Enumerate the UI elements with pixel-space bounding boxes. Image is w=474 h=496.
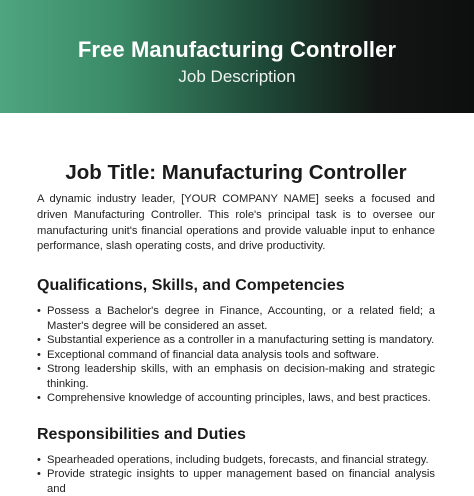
bullet-icon: • bbox=[37, 453, 41, 466]
document-body bbox=[37, 160, 435, 496]
qualifications-heading: Qualifications, Skills, and Competencies bbox=[37, 277, 345, 295]
list-item bbox=[37, 453, 435, 468]
document-subtitle: Job Description bbox=[178, 67, 296, 86]
bullet-icon: • bbox=[37, 334, 41, 347]
responsibilities-list bbox=[37, 453, 435, 496]
list-item bbox=[37, 333, 435, 348]
list-item bbox=[37, 304, 435, 333]
list-item-text: Possess a Bachelor's degree in Finance, Accounting, or a related field; a Master's degree will be considered an asset. bbox=[47, 305, 435, 332]
qualifications-list bbox=[37, 304, 435, 406]
job-title-heading: Job Title: Manufacturing Controller bbox=[65, 161, 407, 184]
intro-paragraph: A dynamic industry leader, [YOUR COMPANY NAME] seeks a focused and driven Manufacturing Controller. This role's principal task is to oversee our manufacturing unit's financial operations and provide valuable input to enhance performance, slash operating costs, and drive productivity. bbox=[37, 193, 435, 253]
list-item-text: Exceptional command of financial data analysis tools and software. bbox=[47, 348, 380, 361]
header-banner bbox=[0, 0, 474, 113]
list-item bbox=[37, 391, 435, 406]
bullet-icon: • bbox=[37, 348, 41, 361]
list-item bbox=[37, 348, 435, 363]
bullet-icon: • bbox=[37, 363, 41, 376]
list-item bbox=[37, 467, 435, 496]
list-item-text: Spearheaded operations, including budgets, forecasts, and financial strategy. bbox=[47, 453, 429, 466]
list-item-text: Strong leadership skills, with an emphasis on decision-making and strategic thinking. bbox=[47, 363, 435, 390]
bullet-icon: • bbox=[37, 392, 41, 405]
list-item-text: Comprehensive knowledge of accounting principles, laws, and best practices. bbox=[47, 392, 431, 405]
list-item bbox=[37, 362, 435, 391]
bullet-icon: • bbox=[37, 305, 41, 318]
document-title: Free Manufacturing Controller bbox=[77, 37, 397, 62]
list-item-text: Substantial experience as a controller in a manufacturing setting is mandatory. bbox=[47, 334, 435, 347]
responsibilities-heading: Responsibilities and Duties bbox=[37, 425, 246, 443]
bullet-icon: • bbox=[37, 468, 41, 481]
list-item-text: Provide strategic insights to upper management based on financial analysis and bbox=[47, 468, 435, 495]
